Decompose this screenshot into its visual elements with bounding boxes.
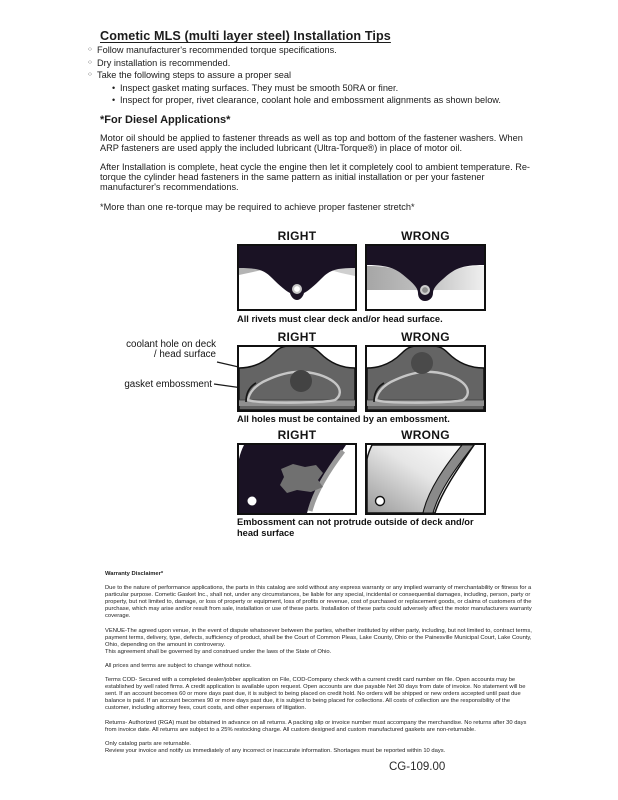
embossment-inside-deck-illustration [239, 445, 355, 513]
list-item-text: Inspect for proper, rivet clearance, coolant hole and embossment alignments as shown below. [120, 95, 501, 106]
open-bullet-icon: ○ [88, 46, 92, 53]
page-title: Cometic MLS (multi layer steel) Installation Tips [100, 29, 391, 44]
retorque-note: *More than one re-torque may be required to achieve proper fastener stretch* [100, 202, 415, 213]
wrong-label: WRONG [401, 330, 450, 344]
list-item [88, 69, 540, 82]
list-item-text: Take the following steps to assure a proper seal [97, 70, 292, 81]
wrong-label: WRONG [401, 229, 450, 243]
list-item-text: Inspect gasket mating surfaces. They must be smooth 50RA or finer. [120, 82, 399, 93]
hole-outside-embossment-illustration [367, 347, 484, 410]
warranty-disclaimer-section [105, 571, 534, 755]
rivet-clear-deck-illustration [239, 246, 355, 309]
diesel-applications-section [100, 114, 536, 221]
warranty-paragraph: Only catalog parts are returnable. [105, 740, 192, 747]
warranty-paragraph: Due to the nature of performance applications, the parts in this catalog are sold without any express warranty or any implied warranty of merchantability or fitness for a particular purpose. Cometic Gasket Inc., shall not, under any circumstances, be liable for any special, incidental or consequential damages, including, person, party or property, but not limited to, damage, or loss of property or equipment, loss of profits or revenue, cost of purchased or replacement goods, or claims of customers of the purchase, which may arise and/or result from sale, installation or use of these parts. Installation of these parts could adversely affect the motor manufacturers warranty coverage. [105, 585, 532, 620]
sub-list-item [112, 82, 540, 95]
installation-tips-list [88, 44, 540, 107]
coolant-hole-callout: coolant hole on deck / head surface [126, 339, 216, 360]
sub-list-item [112, 94, 540, 107]
embossment-right-diagram [237, 443, 357, 515]
rivet-wrong-diagram [365, 244, 486, 311]
page-number: CG-109.00 [389, 761, 446, 773]
warranty-paragraph: This agreement shall be governed by and construed under the laws of the State of Ohio. [105, 648, 332, 655]
open-bullet-icon: ○ [88, 71, 92, 79]
list-item [88, 44, 540, 57]
gasket-embossment-callout: gasket embossment [124, 379, 212, 390]
open-bullet-icon: ○ [88, 58, 92, 66]
diagram-caption: All rivets must clear deck and/or head surface. [237, 314, 443, 324]
paragraph: After Installation is complete, heat cycle the engine then let it completely cool to ambient temperature. Re-torque the cylinder head fasteners in the same pattern as initial installation or per your fastener manufacturer's recommendations. [100, 161, 530, 193]
diagram-caption: All holes must be contained by an embossment. [237, 414, 450, 424]
warranty-paragraph: All prices and terms are subject to change without notice. [105, 662, 252, 669]
warranty-paragraph: Review your invoice and notify us immediately of any incorrect or inaccurate information. Shortages must be reported within 10 days. [105, 747, 446, 754]
bullet-icon: • [112, 82, 116, 93]
coolant-hole-wrong-diagram [365, 345, 486, 412]
list-item [88, 57, 540, 70]
warranty-paragraph: VENUE-The agreed upon venue, in the event of dispute whatsoever between the parties, whether instituted by either party, including, but not limited to, contract terms, payment terms, delivery, type, defects, sufficiency of product, shall be the Court of Common Pleas, Lake County, Ohio or the Painesville Municipal Court, Lake County, Ohio, depending on the amount in controversy. [105, 627, 532, 648]
embossment-wrong-diagram [365, 443, 486, 515]
rivet-under-deck-illustration [367, 246, 484, 309]
wrong-label: WRONG [401, 428, 450, 442]
embossment-protruding-illustration [367, 445, 484, 513]
list-item-text: Follow manufacturer's recommended torque specifications. [97, 45, 337, 55]
warranty-heading: Warranty Disclaimer* [105, 571, 164, 577]
right-label: RIGHT [277, 229, 317, 243]
section-heading: *For Diesel Applications* [100, 114, 231, 126]
hole-inside-embossment-illustration [239, 347, 355, 410]
warranty-paragraph: Terms COD- Secured with a completed dealer/jobber application on File, COD-Company check with a current credit card number on file. Open accounts may be established by well rated firms. A credit application is available upon request. Open accounts are due payable Net 30 days from date of invoice. No statement will be sent. If an account becomes 60 or more days past due, it is subject to being placed on credit hold. No orders will be shipped or new orders accepted until past due balance is paid. If an account becomes 90 or more days past due, it is subject to being placed for collections. All costs of collection are the responsibility of the customer, including attorney fees, court costs, and other expenses of litigation. [105, 677, 526, 712]
right-label: RIGHT [277, 428, 317, 442]
right-label: RIGHT [277, 330, 317, 344]
coolant-hole-right-diagram [237, 345, 357, 412]
diagram-caption: Embossment can not protrude outside of deck and/or head surface [237, 517, 474, 538]
warranty-paragraph: Returns- Authorized (RGA) must be obtained in advance on all returns. A packing slip or invoice number must accompany the merchandise. No returns after 30 days from invoice date. All returns are subject to a 25% restocking charge. All custom designed and custom manufactured gaskets are non-returnable. [105, 719, 527, 733]
list-item-text: Dry installation is recommended. [97, 57, 231, 68]
bullet-icon: • [112, 95, 116, 106]
paragraph: Motor oil should be applied to fastener threads as well as top and bottom of the fastener washers. When ARP fasteners are used apply the included lubricant (Ultra-Torque®) in place of motor oil. [100, 133, 523, 154]
rivet-right-diagram [237, 244, 357, 311]
